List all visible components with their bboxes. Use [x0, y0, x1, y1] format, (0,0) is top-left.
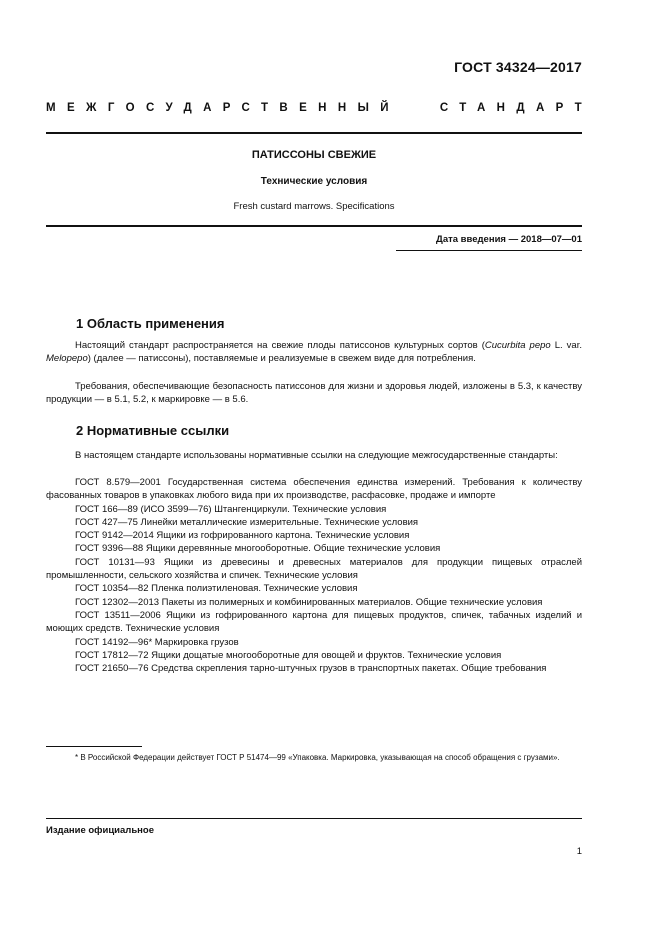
- document-title: ПАТИССОНЫ СВЕЖИЕ: [251, 149, 377, 161]
- document-title-english: Fresh custard marrows. Specifications: [233, 201, 395, 212]
- interstate-standard-banner: [46, 102, 593, 114]
- document-subtitle: Технические условия: [260, 176, 368, 187]
- section-2-heading: 2 Нормативные ссылки: [76, 423, 230, 438]
- p1-latin-species: Cucurbita pepo: [484, 340, 551, 351]
- reference-item: ГОСТ 8.579—2001 Государственная система обеспечения единства измерений. Требования к количеству фасованных товаров в упаковках любого вида при их производстве, расфасовке, продаже и импорте: [46, 477, 582, 502]
- reference-item: ГОСТ 17812—72 Ящики дощатые многооборотные для овощей и фруктов. Технические условия: [75, 649, 502, 661]
- banner-word-interstate: МЕЖГОСУДАРСТВЕННЫЙ: [46, 102, 400, 114]
- reference-item: ГОСТ 166—89 (ИСО 3599—76) Штангенциркули. Технические условия: [75, 503, 387, 515]
- footer-divider: [46, 818, 582, 819]
- reference-item: ГОСТ 21650—76 Средства скрепления тарно-штучных грузов в транспортных пакетах. Общие требования: [75, 663, 547, 675]
- section-1-paragraph-1: [46, 339, 582, 366]
- p1-text-c: ) (далее — патиссоны), поставляемые и реализуемые в свежем виде для потребления.: [87, 353, 476, 365]
- p1-text-b: L. var.: [550, 340, 582, 351]
- reference-item: ГОСТ 10354—82 Пленка полиэтиленовая. Технические условия: [75, 583, 358, 595]
- footnote: * В Российской Федерации действует ГОСТ Р 51474—99 «Упаковка. Маркировка, указывающая на способ обращения с грузами».: [75, 753, 560, 762]
- official-edition-label: Издание официальное: [46, 825, 154, 836]
- reference-item: ГОСТ 10131—93 Ящики из древесины и древесных материалов для продукции пищевых отраслей промышленности, сельского хозяйства и спичек. Технические условия: [46, 556, 582, 582]
- p1-latin-variety: Melopepo: [46, 353, 88, 365]
- page-number: 1: [576, 846, 582, 857]
- date-underline: [396, 250, 582, 251]
- section-1-paragraph-2: Требования, обеспечивающие безопасность патиссонов для жизни и здоровья людей, изложены в 5.3, к качеству продукции — в 5.1, 5.2, к маркировке — в 5.6.: [46, 381, 582, 406]
- introduction-date: Дата введения — 2018—07—01: [436, 234, 582, 245]
- header-divider: [46, 132, 582, 134]
- title-divider: [46, 225, 582, 227]
- section-2-intro: В настоящем стандарте использованы нормативные ссылки на следующие межгосударственные стандарты:: [75, 450, 558, 461]
- section-1-heading: 1 Область применения: [76, 316, 225, 331]
- footnote-separator: [46, 746, 142, 747]
- p1-text-a: Настоящий стандарт распространяется на свежие плоды патиссонов культурных сортов (: [75, 340, 485, 351]
- banner-word-standard: СТАНДАРТ: [439, 102, 593, 114]
- reference-item: ГОСТ 13511—2006 Ящики из гофрированного картона для пищевых продуктов, спичек, табачных изделий и моющих средств. Технические условия: [46, 609, 582, 635]
- reference-item: ГОСТ 9396—88 Ящики деревянные многооборотные. Общие технические условия: [75, 543, 441, 555]
- reference-item: ГОСТ 9142—2014 Ящики из гофрированного картона. Технические условия: [75, 530, 410, 542]
- reference-item: ГОСТ 14192—96* Маркировка грузов: [75, 636, 239, 648]
- reference-item: ГОСТ 427—75 Линейки металлические измерительные. Технические условия: [75, 516, 419, 528]
- gost-code: ГОСТ 34324—2017: [454, 59, 582, 75]
- reference-item: ГОСТ 12302—2013 Пакеты из полимерных и комбинированных материалов. Общие технические условия: [75, 596, 543, 608]
- normative-references-list: [46, 476, 582, 675]
